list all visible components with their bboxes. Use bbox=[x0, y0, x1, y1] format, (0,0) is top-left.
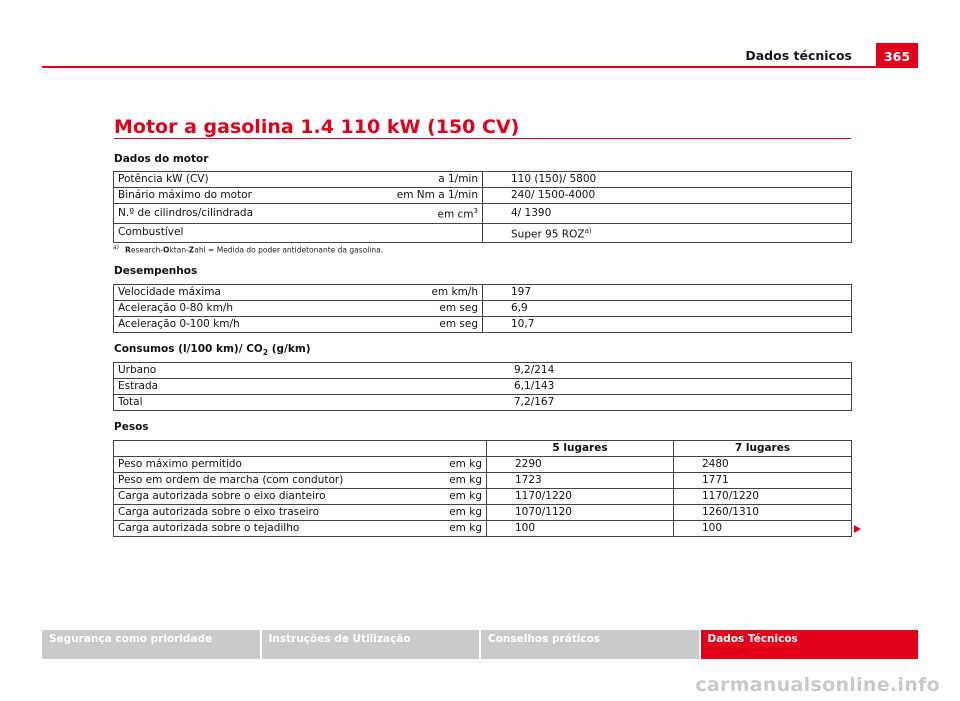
row-value-7: 2480 bbox=[674, 457, 852, 473]
table-row bbox=[114, 505, 852, 521]
row-value-5: 1723 bbox=[487, 473, 674, 489]
row-label: Total bbox=[114, 395, 487, 411]
column-header: 5 lugares bbox=[487, 441, 674, 457]
row-value: 240/ 1500-4000 bbox=[483, 188, 852, 204]
row-value: 4/ 1390 bbox=[483, 204, 852, 224]
row-label: Binário máximo do motor bbox=[114, 188, 383, 204]
section-heading-motor: Dados do motor bbox=[114, 153, 209, 165]
table-row bbox=[114, 489, 852, 505]
row-label: Aceleração 0-100 km/h bbox=[114, 317, 383, 333]
row-value: 9,2/214 bbox=[486, 363, 852, 379]
page-title: Motor a gasolina 1.4 110 kW (150 CV) bbox=[114, 116, 520, 138]
column-header: 7 lugares bbox=[674, 441, 852, 457]
table-row bbox=[114, 204, 852, 224]
row-unit: a 1/min bbox=[382, 172, 483, 188]
footnote-t1: esearch- bbox=[130, 245, 164, 255]
footnote bbox=[113, 244, 383, 255]
row-value-7: 1260/1310 bbox=[674, 505, 852, 521]
tab-instrucoes[interactable]: Instruções de Utilização bbox=[262, 630, 480, 659]
row-unit: em km/h bbox=[382, 285, 483, 301]
table-row bbox=[114, 301, 852, 317]
page-number: 365 bbox=[876, 43, 918, 68]
tab-conselhos[interactable]: Conselhos práticos bbox=[481, 630, 699, 659]
row-label: Carga autorizada sobre o eixo dianteiro bbox=[114, 489, 385, 505]
unit-text: em cm bbox=[437, 208, 474, 221]
footnote-b1: R bbox=[125, 245, 131, 255]
tab-seguranca[interactable]: Segurança como prioridade bbox=[42, 630, 260, 659]
row-value-5: 100 bbox=[487, 521, 674, 537]
value-text: Super 95 ROZ bbox=[511, 228, 585, 240]
row-value-5: 1170/1220 bbox=[487, 489, 674, 505]
header-rule bbox=[42, 66, 918, 68]
row-label: Carga autorizada sobre o eixo traseiro bbox=[114, 505, 385, 521]
consumption-heading-a: Consumos (l/100 km)/ CO bbox=[114, 343, 263, 355]
row-value-5: 2290 bbox=[487, 457, 674, 473]
footer-tabs bbox=[42, 630, 918, 659]
row-value: 6,9 bbox=[483, 301, 852, 317]
row-label: Velocidade máxima bbox=[114, 285, 383, 301]
row-value: 7,2/167 bbox=[486, 395, 852, 411]
footnote-b2: O bbox=[163, 245, 170, 255]
row-unit: em seg bbox=[382, 301, 483, 317]
row-label: Potência kW (CV) bbox=[114, 172, 383, 188]
row-value-7: 1771 bbox=[674, 473, 852, 489]
row-unit: em Nm a 1/min bbox=[382, 188, 483, 204]
consumption-heading-sub: 2 bbox=[262, 348, 269, 358]
performance-table bbox=[113, 284, 852, 333]
row-label: Estrada bbox=[114, 379, 487, 395]
row-label: Carga autorizada sobre o tejadilho bbox=[114, 521, 385, 537]
table-row bbox=[114, 521, 852, 537]
table-row bbox=[114, 363, 852, 379]
row-value: 110 (150)/ 5800 bbox=[483, 172, 852, 188]
row-unit: em kg bbox=[385, 457, 487, 473]
row-unit bbox=[382, 223, 483, 243]
row-value-5: 1070/1120 bbox=[487, 505, 674, 521]
table-row bbox=[114, 317, 852, 333]
row-label: Combustível bbox=[114, 223, 383, 243]
row-value: 6,1/143 bbox=[486, 379, 852, 395]
row-value: 10,7 bbox=[483, 317, 852, 333]
row-unit: em kg bbox=[385, 489, 487, 505]
tab-dados-tecnicos[interactable]: Dados Técnicos bbox=[701, 630, 919, 659]
footnote-ref: a) bbox=[584, 226, 592, 235]
next-page-arrow-icon[interactable] bbox=[854, 525, 861, 533]
footnote-t2: ktan- bbox=[169, 245, 189, 255]
footnote-t3: ahl = Medida do poder antidetonante da gasolina. bbox=[194, 245, 384, 255]
motor-table bbox=[113, 171, 852, 243]
row-label: N.º de cilindros/cilindrada bbox=[114, 204, 383, 224]
section-heading-performance: Desempenhos bbox=[114, 265, 198, 277]
footnote-b3: Z bbox=[188, 245, 195, 255]
row-label: Aceleração 0-80 km/h bbox=[114, 301, 383, 317]
row-value-7: 100 bbox=[674, 521, 852, 537]
row-label: Peso máximo permitido bbox=[114, 457, 385, 473]
row-unit: em kg bbox=[385, 473, 487, 489]
row-label: Peso em ordem de marcha (com condutor) bbox=[114, 473, 385, 489]
table-row bbox=[114, 473, 852, 489]
table-row bbox=[114, 223, 852, 243]
row-unit: em kg bbox=[385, 521, 487, 537]
row-unit: em kg bbox=[385, 505, 487, 521]
watermark: carmanualsonline.info bbox=[695, 674, 940, 696]
consumption-heading-b: (g/km) bbox=[268, 343, 311, 355]
header-empty bbox=[114, 441, 487, 457]
row-label: Urbano bbox=[114, 363, 487, 379]
section-heading-consumption bbox=[114, 343, 311, 357]
table-row bbox=[114, 457, 852, 473]
table-row bbox=[114, 188, 852, 204]
table-row bbox=[114, 379, 852, 395]
row-value-7: 1170/1220 bbox=[674, 489, 852, 505]
table-row bbox=[114, 172, 852, 188]
weights-table bbox=[113, 440, 852, 537]
title-rule bbox=[114, 138, 851, 139]
section-heading-weights: Pesos bbox=[114, 421, 149, 433]
table-row bbox=[114, 395, 852, 411]
unit-superscript: 3 bbox=[473, 207, 478, 215]
row-value bbox=[483, 223, 852, 243]
row-unit: em seg bbox=[382, 317, 483, 333]
table-header-row bbox=[114, 441, 852, 457]
row-value: 197 bbox=[483, 285, 852, 301]
row-unit bbox=[382, 204, 483, 224]
footnote-marker: a) bbox=[113, 244, 120, 251]
consumption-table bbox=[113, 362, 852, 411]
header-title: Dados técnicos bbox=[745, 48, 852, 63]
table-row bbox=[114, 285, 852, 301]
